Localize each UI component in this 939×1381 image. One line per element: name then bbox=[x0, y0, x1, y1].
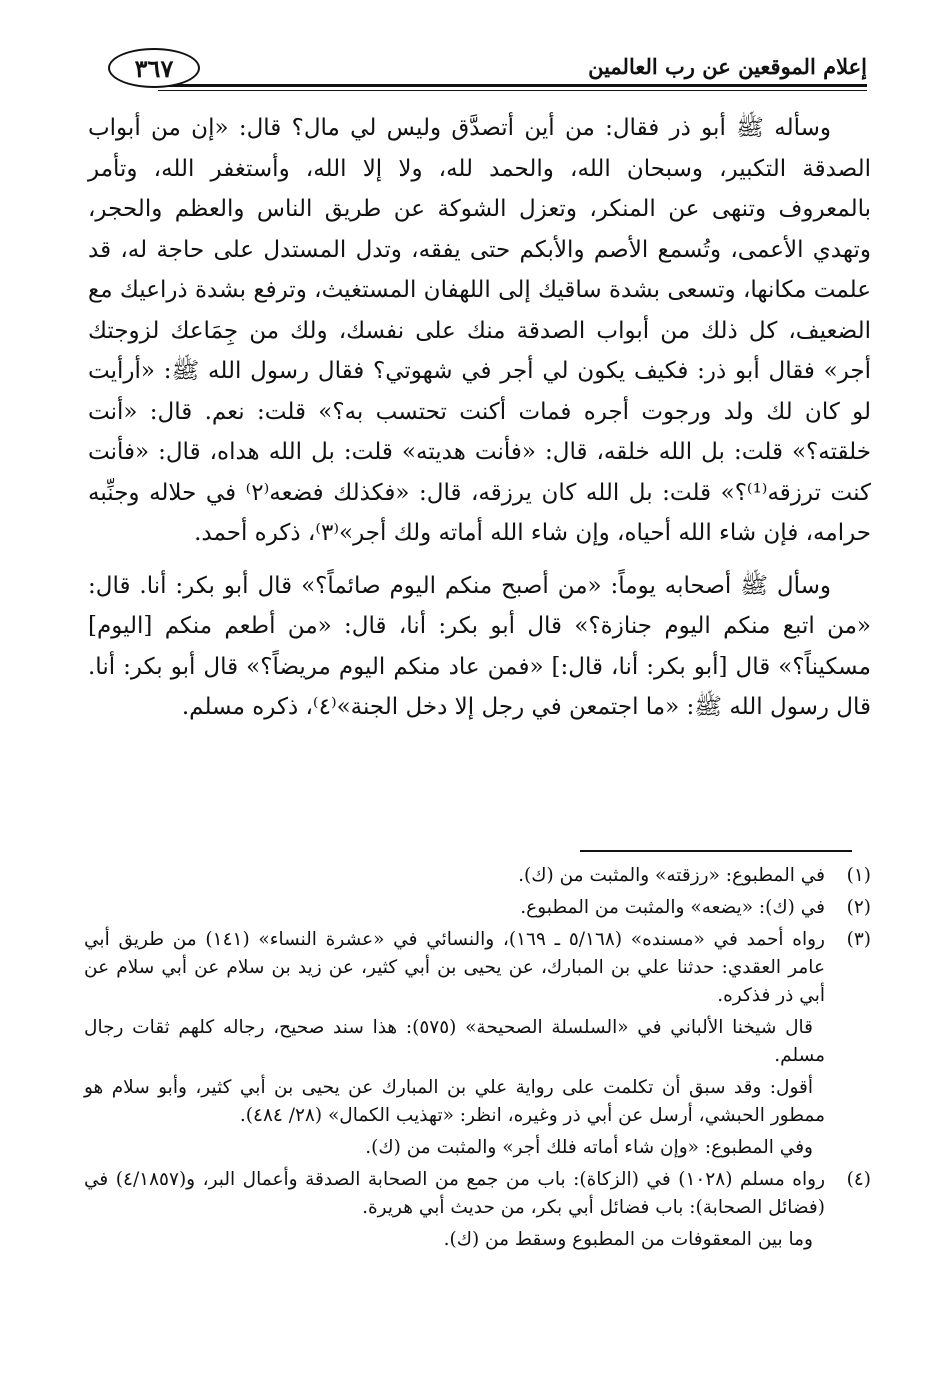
footnote-3 bbox=[84, 926, 871, 1162]
header-rule-thin bbox=[158, 90, 867, 91]
footnote-text: وما بين المعقوفات من المطبوع وسقط من (ك). bbox=[443, 1229, 813, 1250]
page-number: ٣٦٧ bbox=[108, 48, 200, 88]
footnote-text: أقول: وقد سبق أن تكلمت على رواية علي بن المبارك عن يحيى بن أبي كثير، وأبو سلام هو ممطور الحبشي، أرسل عن أبي ذر وغيره، انظر: «تهذيب الكمال» (٢٨/ ٤٨٤). bbox=[84, 1077, 825, 1126]
main-text bbox=[88, 108, 871, 728]
footnote-number: (١) bbox=[846, 865, 871, 886]
footnotes bbox=[84, 862, 871, 1258]
footnote-number: (٤) bbox=[846, 1169, 871, 1190]
footnote-text: رواه مسلم (١٠٢٨) في (الزكاة): باب من جمع من الصحابة الصدقة وأعمال البر، و(٤/١٨٥٧) في (فضائل الصحابة): باب فضائل أبي بكر، من حديث أبي هريرة. bbox=[84, 1169, 825, 1218]
footnote-text: رواه أحمد في «مسنده» (٥/١٦٨ ـ ١٦٩)، والنسائي في «عشرة النساء» (١٤١) من طريق أبي عامر العقدي: حدثنا علي بن المبارك، عن يحيى بن أبي كثير، عن زيد بن سلام عن أبي سلام عن أبي ذر فذكره. bbox=[84, 929, 825, 1006]
paragraph-2: وسأل ﷺ أصحابه يوماً: «من أصبح منكم اليوم صائماً؟» قال أبو بكر: أنا. قال: «من اتبع منكم اليوم جنازة؟» قال أبو بكر: أنا، قال: «من أطعم منكم [اليوم] مسكيناً؟» قال [أبو بكر: أنا، قال:] «فمن عاد منكم اليوم مريضاً؟» قال أبو بكر: أنا. قال رسول الله ﷺ: «ما اجتمعن في رجل إلا دخل الجنة»⁽٤⁾، ذكره مسلم. bbox=[88, 572, 871, 720]
footnote-number: (٢) bbox=[846, 897, 871, 918]
footnote-number: (٣) bbox=[846, 929, 871, 950]
footnote-text: وفي المطبوع: «وإن شاء أماته فلك أجر» والمثبت من (ك). bbox=[365, 1137, 813, 1158]
footnote-2 bbox=[84, 894, 871, 922]
header-rule-thick bbox=[158, 84, 867, 87]
footnote-separator bbox=[580, 850, 852, 852]
footnote-4 bbox=[84, 1166, 871, 1254]
footnote-text: في (ك): «يضعه» والمثبت من المطبوع. bbox=[520, 897, 825, 918]
page-header bbox=[104, 48, 867, 94]
running-title: إعلام الموقعين عن رب العالمين bbox=[588, 54, 867, 79]
footnote-text: قال شيخنا الألباني في «السلسلة الصحيحة» (٥٧٥): هذا سند صحيح، رجاله كلهم ثقات رجال مسلم. bbox=[84, 1017, 825, 1066]
paragraph-1: وسأله ﷺ أبو ذر فقال: من أين أتصدَّق وليس لي مال؟ قال: «إن من أبواب الصدقة التكبير، وسبحان الله، والحمد لله، ولا إلا الله، وأستغفر الله، وتأمر بالمعروف وتنهى عن المنكر، وتعزل الشوكة عن طريق الناس والعظم والحجر، وتهدي الأعمى، وتُسمع الأصم والأبكم حتى يفقه، وتدل المستدل على حاجة له، قد علمت مكانها، وتسعى بشدة ساقيك إلى اللهفان المستغيث، وترفع بشدة ذراعيك مع الضعيف، كل ذلك من أبواب الصدقة منك على نفسك، ولك من جِمَاعك لزوجتك أجر» فقال أبو ذر: فكيف يكون لي أجر في شهوتي؟ فقال رسول الله ﷺ: «أرأيت لو كان لك ولد ورجوت أجره فمات أكنت تحتسب به؟» قلت: نعم. قال: «أنت خلقته؟» قلت: بل الله خلقه، قال: «فأنت هديته» قلت: بل الله هداه، قال: «فأنت كنت ترزقه⁽¹⁾؟» قلت: بل الله كان يرزقه، قال: «فكذلك فضعه⁽٢⁾ في حلاله وجنِّبه حرامه، فإن شاء الله أحياه، وإن شاء الله أماته ولك أجر»⁽٣⁾، ذكره أحمد. bbox=[88, 115, 871, 546]
footnote-1 bbox=[84, 862, 871, 890]
footnote-text: في المطبوع: «رزقته» والمثبت من (ك). bbox=[518, 865, 825, 886]
